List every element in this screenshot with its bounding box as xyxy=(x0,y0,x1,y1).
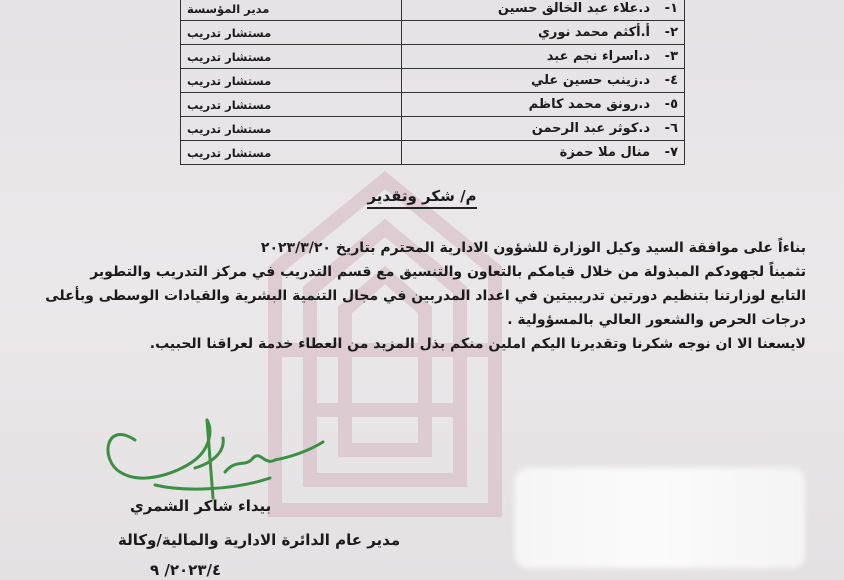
staff-name: منال ملا حمزة xyxy=(559,145,650,160)
staff-title-cell: مستشار تدريب xyxy=(181,45,402,69)
staff-name: د.رونق محمد كاظم xyxy=(528,97,650,112)
table-row xyxy=(181,117,685,141)
signature-date: ٢٠٢٣/٤/ ٩ xyxy=(150,561,222,579)
signatory-title: مدير عام الدائرة الادارية والمالية/وكالة xyxy=(118,531,401,549)
staff-name-cell xyxy=(402,93,685,117)
staff-name: د.كوثر عبد الرحمن xyxy=(531,121,650,136)
staff-name: د.زينب حسين علي xyxy=(530,73,650,88)
subject-text: م/ شكر وتقدير xyxy=(367,187,476,209)
staff-title-cell: مستشار تدريب xyxy=(181,69,402,93)
signatory-name: بيداء شاكر الشمري xyxy=(130,497,272,515)
row-number: ٥- xyxy=(664,97,678,112)
row-number: ٦- xyxy=(664,121,678,136)
body-line: بناءاً على موافقة السيد وكيل الوزارة للشؤون الادارية المحترم بتاريخ ٢٠٢٣/٣/٢٠ xyxy=(260,240,806,256)
staff-name-cell xyxy=(402,21,685,45)
row-number: ٢- xyxy=(664,25,678,40)
subject-heading xyxy=(0,187,844,205)
row-number: ٧- xyxy=(664,145,678,160)
staff-name: د.اسراء نجم عبد xyxy=(546,49,650,64)
staff-title-cell: مستشار تدريب xyxy=(181,117,402,141)
staff-name-cell xyxy=(402,0,685,21)
staff-name: د.علاء عبد الخالق حسين xyxy=(497,1,650,16)
body-line: التابع لوزارتنا بتنظيم دورتين تدريبيتين في اعداد المدربين في مجال التنمية البشرية والقيادات الوسطى وبأعلى xyxy=(45,288,806,304)
staff-name-cell xyxy=(402,69,685,93)
staff-name: أ.أكثم محمد نوري xyxy=(537,25,650,40)
row-number: ٤- xyxy=(664,73,678,88)
staff-name-cell xyxy=(402,117,685,141)
staff-title-cell: مستشار تدريب xyxy=(181,141,402,165)
table-row xyxy=(181,45,685,69)
letter-body xyxy=(26,232,806,356)
table-row xyxy=(181,21,685,45)
table-row xyxy=(181,69,685,93)
staff-name-cell xyxy=(402,141,685,165)
row-number: ٣- xyxy=(664,49,678,64)
staff-title-cell: مدير المؤسسة xyxy=(181,0,402,21)
table-row xyxy=(181,93,685,117)
body-line: لايسعنا الا ان نوجه شكرنا وتقديرنا اليكم املين منكم بذل المزيد من العطاء خدمة لعراقنا الحبيب. xyxy=(149,336,806,352)
table-row xyxy=(181,141,685,165)
body-line: تثميناً لجهودكم المبذولة من خلال قيامكم بالتعاون والتنسيق مع قسم التدريب في مركز التدريب والتطوير xyxy=(90,264,806,280)
staff-name-cell xyxy=(402,45,685,69)
staff-title-cell: مستشار تدريب xyxy=(181,21,402,45)
redacted-stamp-area xyxy=(515,468,805,568)
body-line: درجات الحرص والشعور العالي بالمسؤولية . xyxy=(507,312,806,328)
table-row xyxy=(181,0,685,21)
staff-table xyxy=(180,0,685,165)
handwritten-signature-icon xyxy=(95,380,345,510)
staff-title-cell: مستشار تدريب xyxy=(181,93,402,117)
row-number: ١- xyxy=(664,1,678,16)
